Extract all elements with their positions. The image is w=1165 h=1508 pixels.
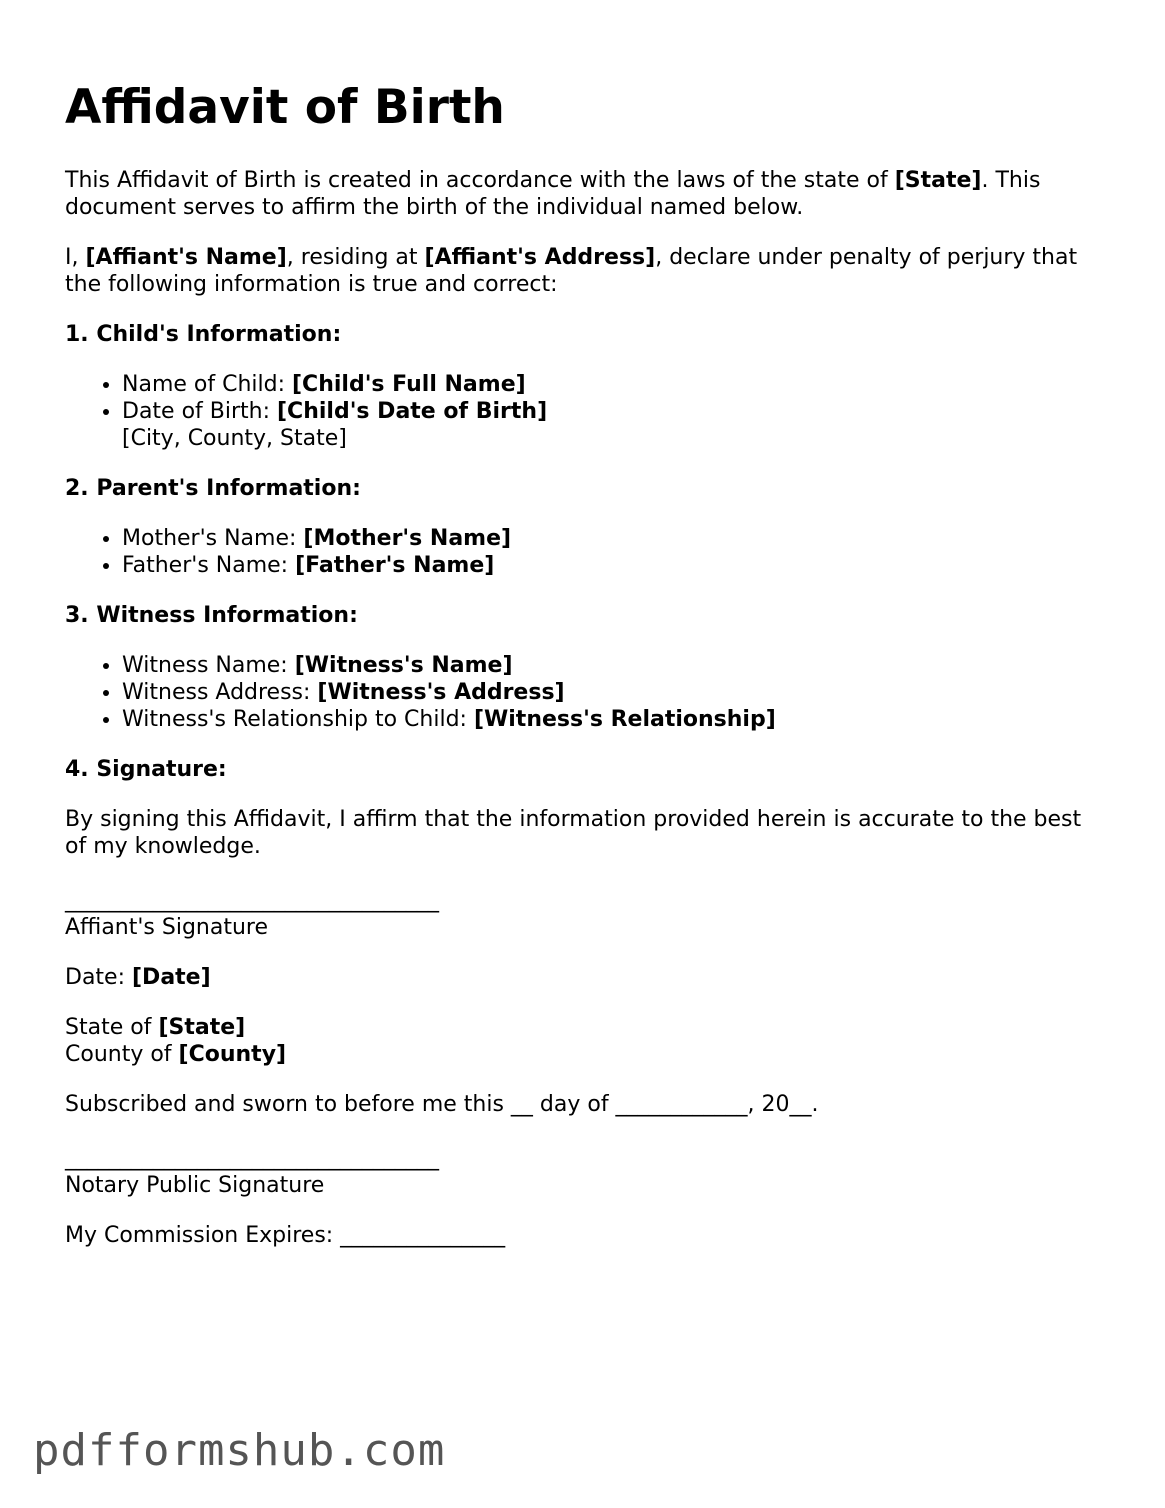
witness-relationship-placeholder: [Witness's Relationship] [473,707,776,732]
notary-signature-line: __________________________________ [65,1146,439,1171]
child-name-placeholder: [Child's Full Name] [292,372,526,397]
child-info-heading: 1. Child's Information: [65,322,342,347]
date-placeholder: [Date] [132,965,211,990]
subscribed-sworn-line: Subscribed and sworn to before me this __ day of ____________, 20__. [65,1092,819,1117]
signature-heading: 4. Signature: [65,757,227,782]
child-info-list [65,371,1105,452]
list-item: • Date of Birth: [Child's Date of Birth] [City, County, State] [122,398,1105,452]
witness-address-placeholder: [Witness's Address] [317,680,565,705]
state-placeholder: [State] [894,168,982,193]
birth-place-placeholder: [City, County, State] [122,426,347,451]
list-item: • Witness's Relationship to Child: [Witness's Relationship] [122,706,1105,733]
venue-block: State of [State] County of [County] [65,1015,287,1067]
list-item: • Witness Address: [Witness's Address] [122,679,1105,706]
date-line: Date: [Date] [65,965,211,990]
list-item: • Witness Name: [Witness's Name] [122,652,1105,679]
affiant-signature-block [65,887,1105,941]
list-item: • Mother's Name: [Mother's Name] [122,525,1105,552]
affiant-name-placeholder: [Affiant's Name] [85,245,287,270]
document-page [65,78,1105,1272]
declaration-paragraph: I, [Affiant's Name], residing at [Affiant's Address], declare under penalty of perjury that the following information is true and correct: [65,245,1078,297]
watermark: pdfformshub.com [33,1425,446,1476]
document-title: Affidavit of Birth [65,80,505,135]
witness-info-heading: 3. Witness Information: [65,603,358,628]
affiant-signature-line: __________________________________ [65,888,439,913]
signature-paragraph: By signing this Affidavit, I affirm that the information provided herein is accurate to the best of my knowledge. [65,807,1082,859]
father-name-placeholder: [Father's Name] [295,553,495,578]
notary-signature-label: Notary Public Signature [65,1173,325,1198]
witness-info-list [65,652,1105,733]
notary-signature-block [65,1145,1105,1199]
affiant-signature-label: Affiant's Signature [65,915,269,940]
venue-county-placeholder: [County] [178,1042,287,1067]
list-item: • Name of Child: [Child's Full Name] [122,371,1105,398]
list-item: • Father's Name: [Father's Name] [122,552,1105,579]
parent-info-heading: 2. Parent's Information: [65,476,361,501]
child-dob-placeholder: [Child's Date of Birth] [277,399,548,424]
commission-expires-line: My Commission Expires: _______________ [65,1223,506,1248]
witness-name-placeholder: [Witness's Name] [294,653,513,678]
intro-paragraph: This Affidavit of Birth is created in accordance with the laws of the state of [State]. This document serves to affirm the birth of the individual named below. [65,168,1041,220]
mother-name-placeholder: [Mother's Name] [303,526,512,551]
parent-info-list [65,525,1105,579]
affiant-address-placeholder: [Affiant's Address] [424,245,656,270]
venue-state-placeholder: [State] [158,1015,246,1040]
